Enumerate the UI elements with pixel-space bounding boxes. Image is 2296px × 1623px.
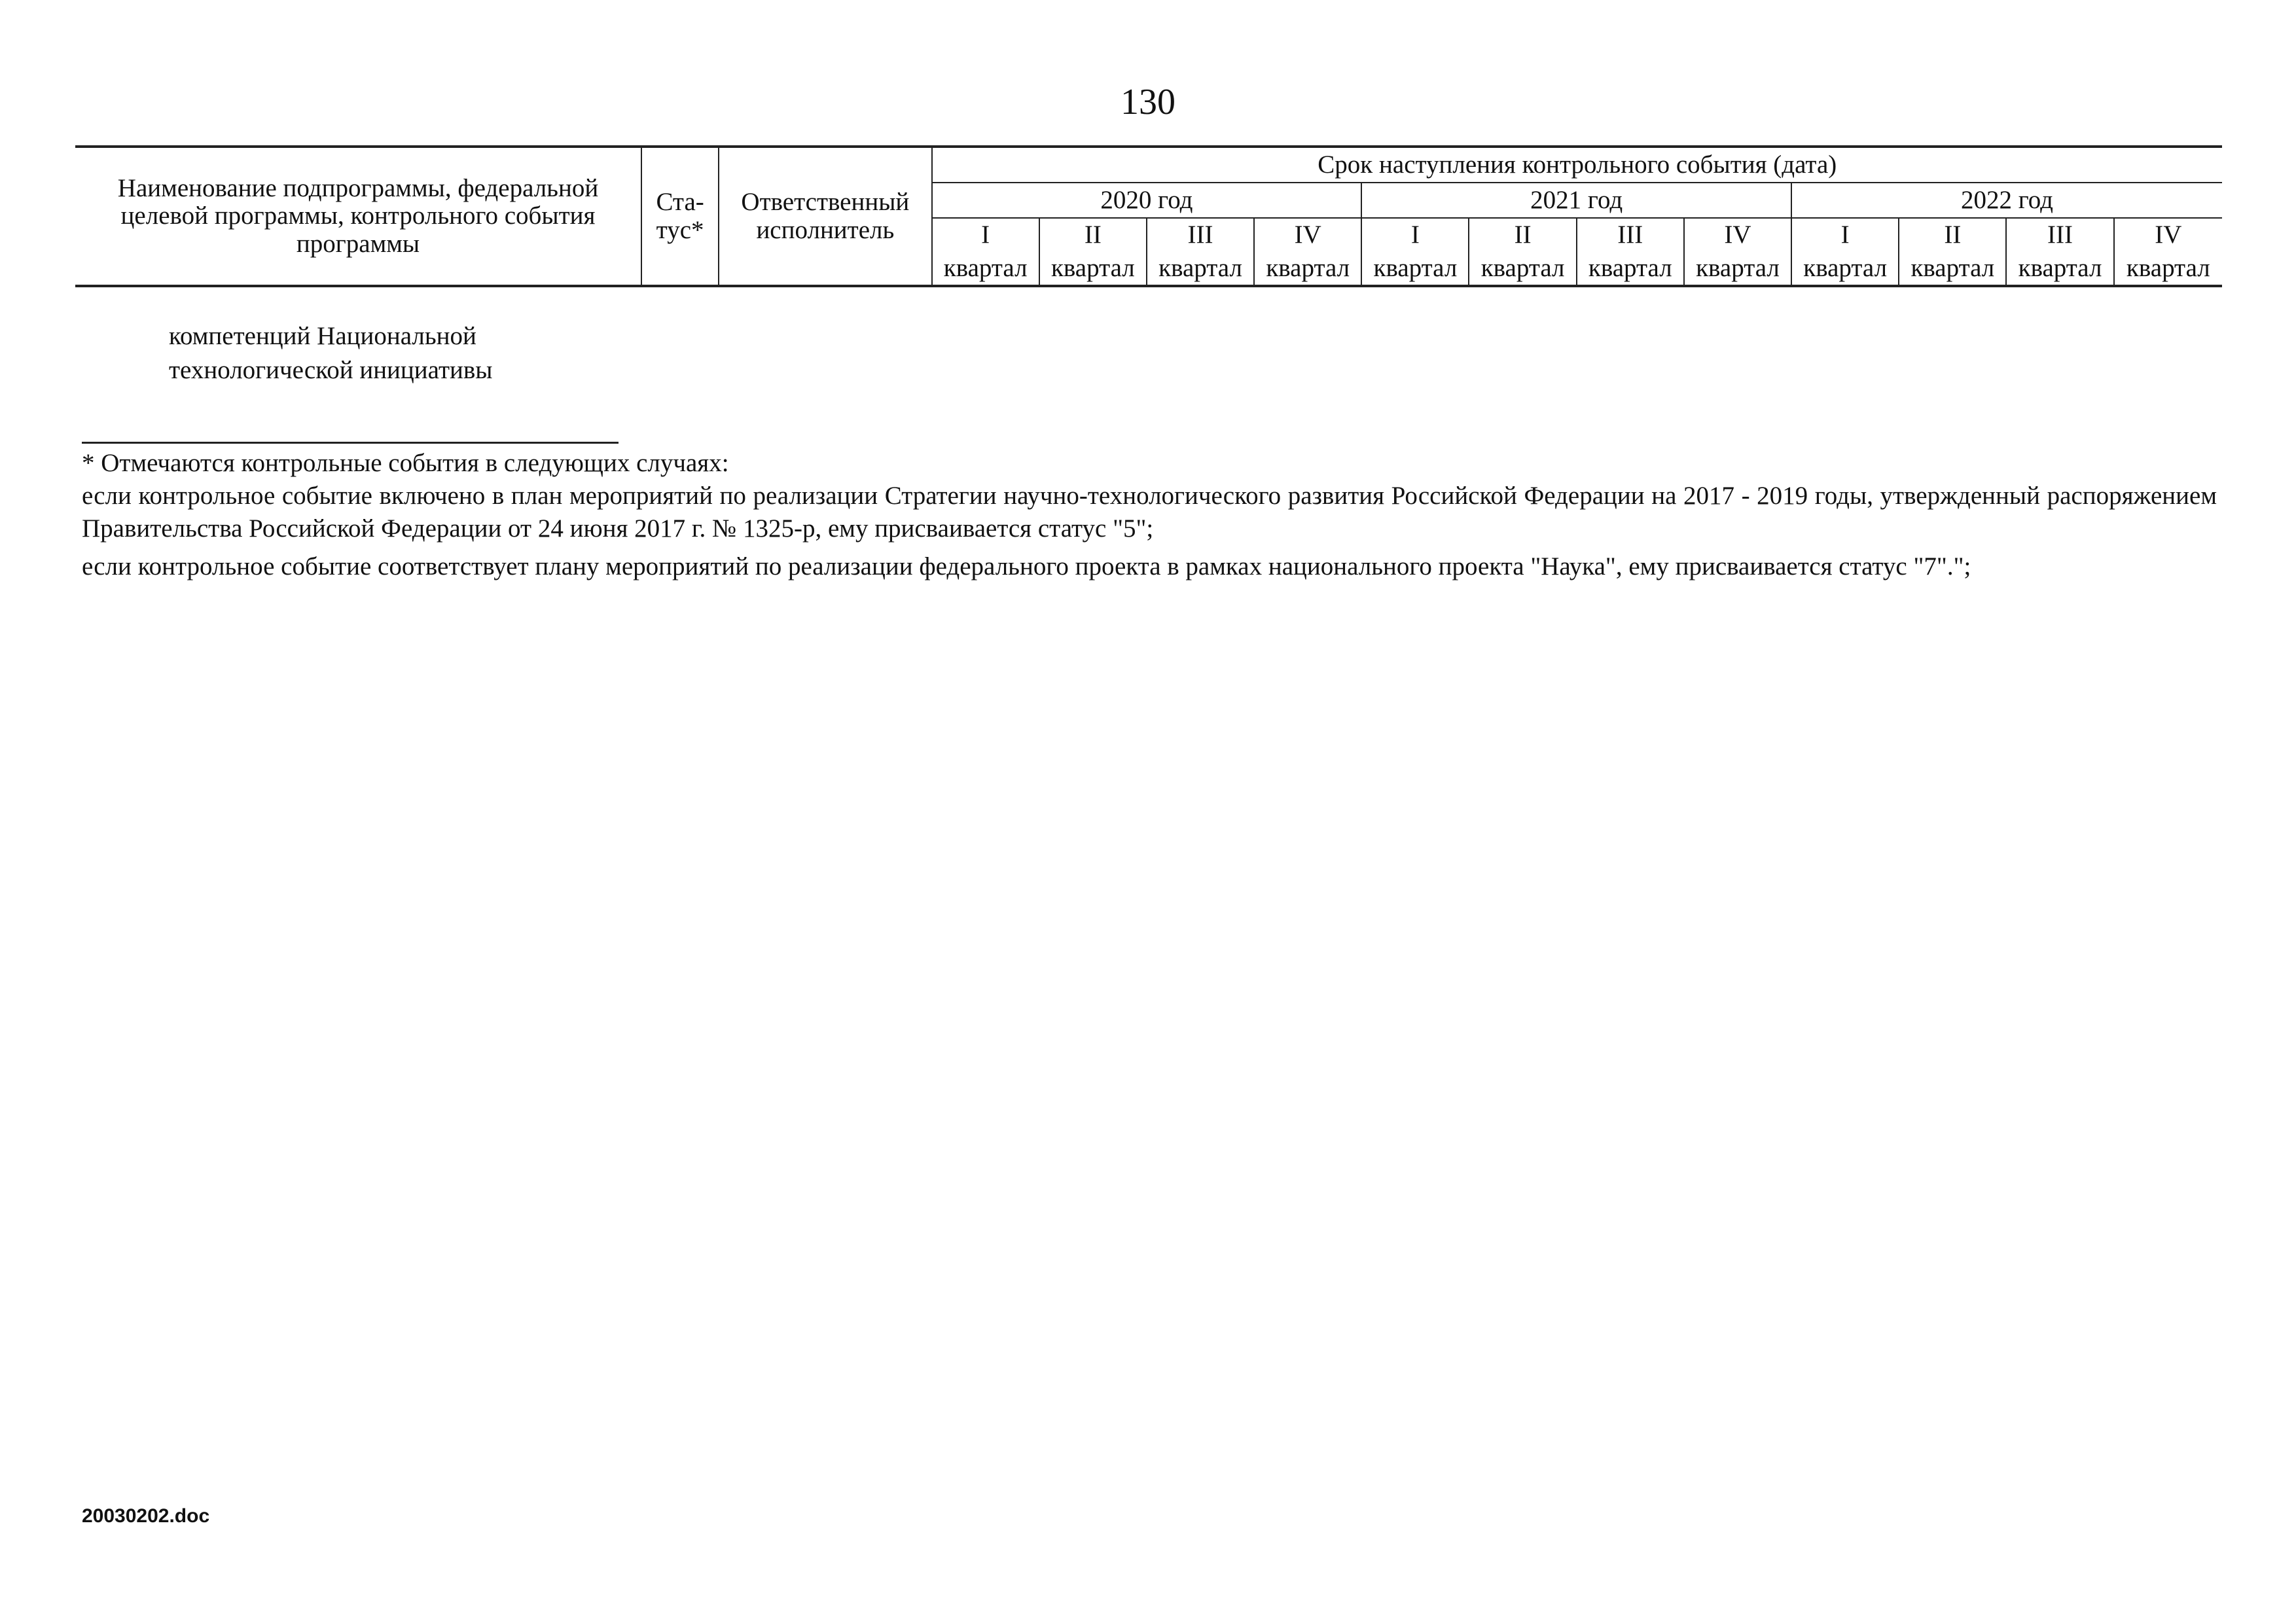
quarter-numeral: IV xyxy=(1254,218,1361,252)
table-header xyxy=(75,145,2222,287)
quarter-label: квартал xyxy=(1039,252,1147,286)
quarter-numeral: II xyxy=(1039,218,1147,252)
quarter-label: квартал xyxy=(2114,252,2222,286)
continued-row-text xyxy=(169,319,493,387)
header-name-column: Наименование подпрограммы, федеральной целевой программы, контрольного события программы xyxy=(75,147,641,286)
quarter-label: квартал xyxy=(2006,252,2113,286)
footnote xyxy=(82,447,2217,583)
quarter-label: квартал xyxy=(932,252,1039,286)
quarter-label: квартал xyxy=(1361,252,1469,286)
quarter-label: квартал xyxy=(1577,252,1684,286)
quarter-numeral: II xyxy=(1899,218,2006,252)
quarter-numeral: II xyxy=(1469,218,1576,252)
quarter-numeral: III xyxy=(1147,218,1254,252)
footnote-separator xyxy=(82,442,619,444)
header-deadline-group: Срок наступления контрольного события (дата) xyxy=(932,147,2222,183)
header-responsible-column: Ответственный исполнитель xyxy=(719,147,931,286)
continued-line: технологической инициативы xyxy=(169,356,493,384)
quarter-label: квартал xyxy=(1684,252,1791,286)
page-number: 130 xyxy=(1121,82,1175,122)
quarter-label: квартал xyxy=(1899,252,2006,286)
header-year-2021: 2021 год xyxy=(1361,183,1791,218)
header-year-2020: 2020 год xyxy=(932,183,1362,218)
quarter-numeral: IV xyxy=(1684,218,1791,252)
quarter-numeral: III xyxy=(1577,218,1684,252)
quarter-label: квартал xyxy=(1147,252,1254,286)
quarter-label: квартал xyxy=(1791,252,1899,286)
quarter-label: квартал xyxy=(1254,252,1361,286)
footnote-heading: * Отмечаются контрольные события в следующих случаях: xyxy=(82,449,729,477)
continued-line: компетенций Национальной xyxy=(169,322,476,350)
quarter-numeral: I xyxy=(932,218,1039,252)
footnote-item: если контрольное событие соответствует плану мероприятий по реализации федерального проекта в рамках национального проекта "Наука", ему присваивается статус "7"."; xyxy=(82,552,1971,580)
quarter-numeral: IV xyxy=(2114,218,2222,252)
header-year-2022: 2022 год xyxy=(1791,183,2222,218)
footnote-item: если контрольное событие включено в план мероприятий по реализации Стратегии научно-технологического развития Российской Федерации на 2017 - 2019 годы, утвержденный распоряжением Правительства Российской Федерации от 24 июня 2017 г. № 1325-р, ему присваивается статус "5"; xyxy=(82,482,2217,543)
quarter-numeral: I xyxy=(1791,218,1899,252)
document-id: 20030202.doc xyxy=(82,1505,210,1527)
quarter-numeral: III xyxy=(2006,218,2113,252)
header-status-column: Ста-тус* xyxy=(641,147,719,286)
quarter-numeral: I xyxy=(1361,218,1469,252)
quarter-label: квартал xyxy=(1469,252,1576,286)
